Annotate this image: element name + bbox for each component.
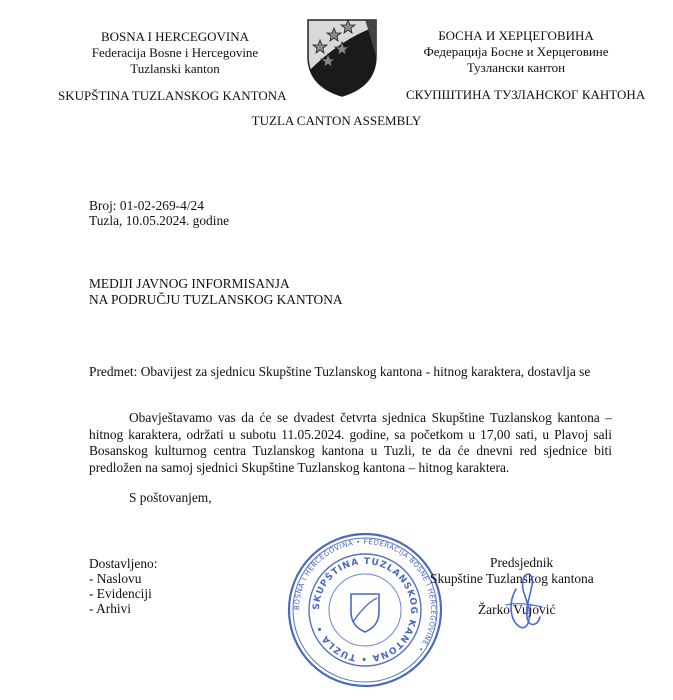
header-right-block: [388, 28, 644, 76]
official-stamp: [287, 532, 443, 688]
delivered-item: - Evidenciji: [89, 586, 152, 601]
assembly-name-english: TUZLA CANTON ASSEMBLY: [251, 113, 422, 128]
signature-mark-icon: [498, 569, 550, 635]
header-right-line-2: Федерација Босне и Херцеговине: [423, 44, 609, 59]
closing-salutation: S poštovanjem,: [129, 490, 212, 505]
place-and-date: Tuzla, 10.05.2024. godine: [89, 213, 230, 228]
handwritten-signature: [498, 569, 550, 635]
svg-text:SKUPŠTINA TUZLANSKOG KANTONA •: [312, 557, 418, 663]
recipient-line-2: NA PODRUČJU TUZLANSKOG KANTONA: [89, 292, 343, 307]
signatory-body: Skupštine Tuzlanskog kantona: [430, 571, 594, 586]
header-right-line-1: БОСНА И ХЕРЦЕГОВИНА: [438, 28, 594, 43]
assembly-name-latin: SKUPŠTINA TUZLANSKOG KANTONA: [58, 88, 287, 103]
header-left-line-1: BOSNA I HERCEGOVINA: [100, 29, 250, 44]
stamp-inner-text: SKUPŠTINA TUZLANSKOG KANTONA • TUZLA •: [311, 556, 419, 664]
header-left-block: [60, 29, 290, 77]
subject-line: Predmet: Obavijest za sjednicu Skupštine Tuzlanskog kantona - hitnog karaktera, dostavlja se: [89, 364, 591, 379]
signatory-name: Žarko Vujović: [478, 602, 556, 617]
body-paragraph: [89, 410, 612, 476]
delivered-item: - Arhivi: [89, 601, 132, 616]
emblem-shield-icon: [304, 16, 380, 98]
stamp-outer-text: BOSNA I HERCEGOVINA • FEDERACIJA BOSNE I HERCEGOVINE •: [292, 537, 438, 654]
assembly-name-cyrillic: СКУПШТИНА ТУЗЛАНСКОГ КАНТОНА: [406, 87, 646, 102]
body-paragraph-text: Obavještavamo vas da će se dvadest četvrta sjednica Skupštine Tuzlanskog kantona – hitnog karaktera, održati u subotu 11.05.2024. godine, sa početkom u 17,00 sati, u Plavoj sali Bosanskog kulturnog centra Tuzlanskog kantona u Tuzli, te da će dnevni red sjednice biti predložen na samoj sjednici Skupštine Tuzlanskog kantona – hitnog karaktera.: [89, 410, 612, 475]
coat-of-arms-emblem: [304, 16, 380, 98]
delivered-item: - Naslovu: [89, 571, 142, 586]
header-left-line-3: Tuzlanski kanton: [130, 61, 220, 76]
header-left-line-2: Federacija Bosne i Hercegovine: [91, 45, 259, 60]
reference-number: Broj: 01-02-269-4/24: [89, 198, 204, 213]
stamp-seal-icon: [287, 532, 443, 688]
delivered-title: Dostavljeno:: [89, 556, 158, 571]
recipient-line-1: MEDIJI JAVNOG INFORMISANJA: [89, 276, 290, 291]
signatory-role: Predsjednik: [490, 555, 554, 570]
header-right-line-3: Тузлански кантон: [466, 60, 566, 75]
